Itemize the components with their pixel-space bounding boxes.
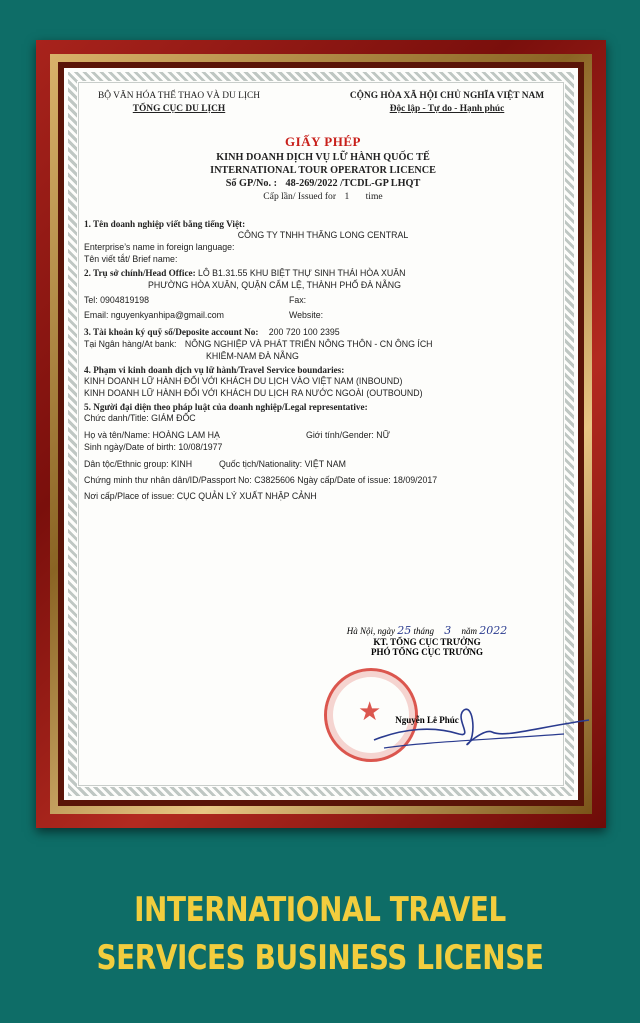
licence-document bbox=[64, 68, 578, 800]
company-name: CÔNG TY TNHH THĂNG LONG CENTRAL bbox=[237, 230, 409, 241]
ministry-name: BỘ VĂN HÓA THỂ THAO VÀ DU LỊCH bbox=[97, 91, 261, 101]
handwritten-signature bbox=[364, 698, 594, 758]
title-line-2: INTERNATIONAL TOUR OPERATOR LICENCE bbox=[210, 165, 436, 177]
document-header bbox=[84, 90, 562, 115]
agency-name: TỔNG CỤC DU LỊCH bbox=[132, 103, 226, 114]
section-1: 1. Tên doanh nghiệp viết bằng tiếng Việt: CÔNG TY TNHH THĂNG LONG CENTRAL Enterprise’s name in foreign language: Tên viết tắt/ Brief name: bbox=[84, 218, 562, 266]
title-line-1: KINH DOANH DỊCH VỤ LỮ HÀNH QUỐC TẾ bbox=[216, 151, 430, 163]
certificate-frame bbox=[36, 40, 606, 828]
licence-number: Số GP/No. : 48-269/2022 /TCDL-GP LHQT bbox=[225, 178, 421, 190]
signature-block: Hà Nội, ngày 25 tháng 3 năm 2022 KT. TỔNG CỤC TRƯỞNG PHÓ TỔNG CỤC TRƯỞNG Nguyễn Lê Phúc bbox=[322, 624, 532, 725]
seal-star-icon: ★ bbox=[358, 697, 382, 726]
section-4: 4. Phạm vi kinh doanh dịch vụ lữ hành/Travel Service boundaries: KINH DOANH LỮ HÀNH ĐỐI VỚI KHÁCH DU LỊCH VÀO VIỆT NAM (INBOUND) KINH DOANH LỮ HÀNH ĐỐI VỚI KHÁCH DU LỊCH RA NƯỚC NGOÀI (OUTBOUND) bbox=[84, 364, 423, 399]
section-5: 5. Người đại diện theo pháp luật của doanh nghiệp/Legal representative: Chức danh/Title: GIÁM ĐỐC Họ và tên/Name: HOÀNG LAM HẠ Giới tính/Gender: NỮ Sinh ngày/Date of birth: 10/08/1977 Dân tộc/Ethnic group: KINH Quốc tịch/Nationality: VIỆT NAM Chứng minh thư nhân dân/ID/Passport No: C3825606 Ngày cấp/Date of issue: 18/09/2017 Nơi cấp/Place of issue: CỤC QUẢN LÝ XUẤT NHẬP CẢNH bbox=[84, 401, 438, 501]
section-3: 3. Tài khoản ký quỹ số/Deposite account No: 200 720 100 2395 Tại Ngân hàng/At bank: NÔNG NGHIỆP VÀ PHÁT TRIỂN NÔNG THÔN - CN ÔNG ÍCH KHIÊM-NAM ĐÀ NẴNG bbox=[84, 327, 433, 361]
title-main: GIẤY PHÉP bbox=[285, 134, 361, 150]
caption-line-1: INTERNATIONAL TRAVEL bbox=[134, 890, 506, 930]
signer-name: Nguyễn Lê Phúc bbox=[395, 715, 459, 725]
section-2: 2. Trụ sở chính/Head Office: LÔ B1.31.55 KHU BIỆT THỰ SINH THÁI HÒA XUÂN PHƯỜNG HÒA XUÂN, QUẬN CẨM LỆ, THÀNH PHỐ ĐÀ NẴNG Tel: 0904819198 Fax: Email: nguyenkyanhipa@gmail.com Website: bbox=[84, 267, 406, 321]
frame-inner bbox=[58, 62, 584, 806]
issue-count: Cấp lần/ Issued for 1 time bbox=[263, 190, 383, 202]
caption-line-2: SERVICES BUSINESS LICENSE bbox=[96, 938, 544, 978]
document-title bbox=[84, 133, 562, 203]
republic-name: CỘNG HÒA XÃ HỘI CHỦ NGHĨA VIỆT NAM bbox=[349, 91, 545, 101]
motto: Độc lập - Tự do - Hạnh phúc bbox=[389, 103, 505, 114]
sign-date: Hà Nội, ngày 25 tháng 3 năm 2022 bbox=[346, 624, 508, 637]
frame-gold-trim bbox=[50, 54, 592, 814]
